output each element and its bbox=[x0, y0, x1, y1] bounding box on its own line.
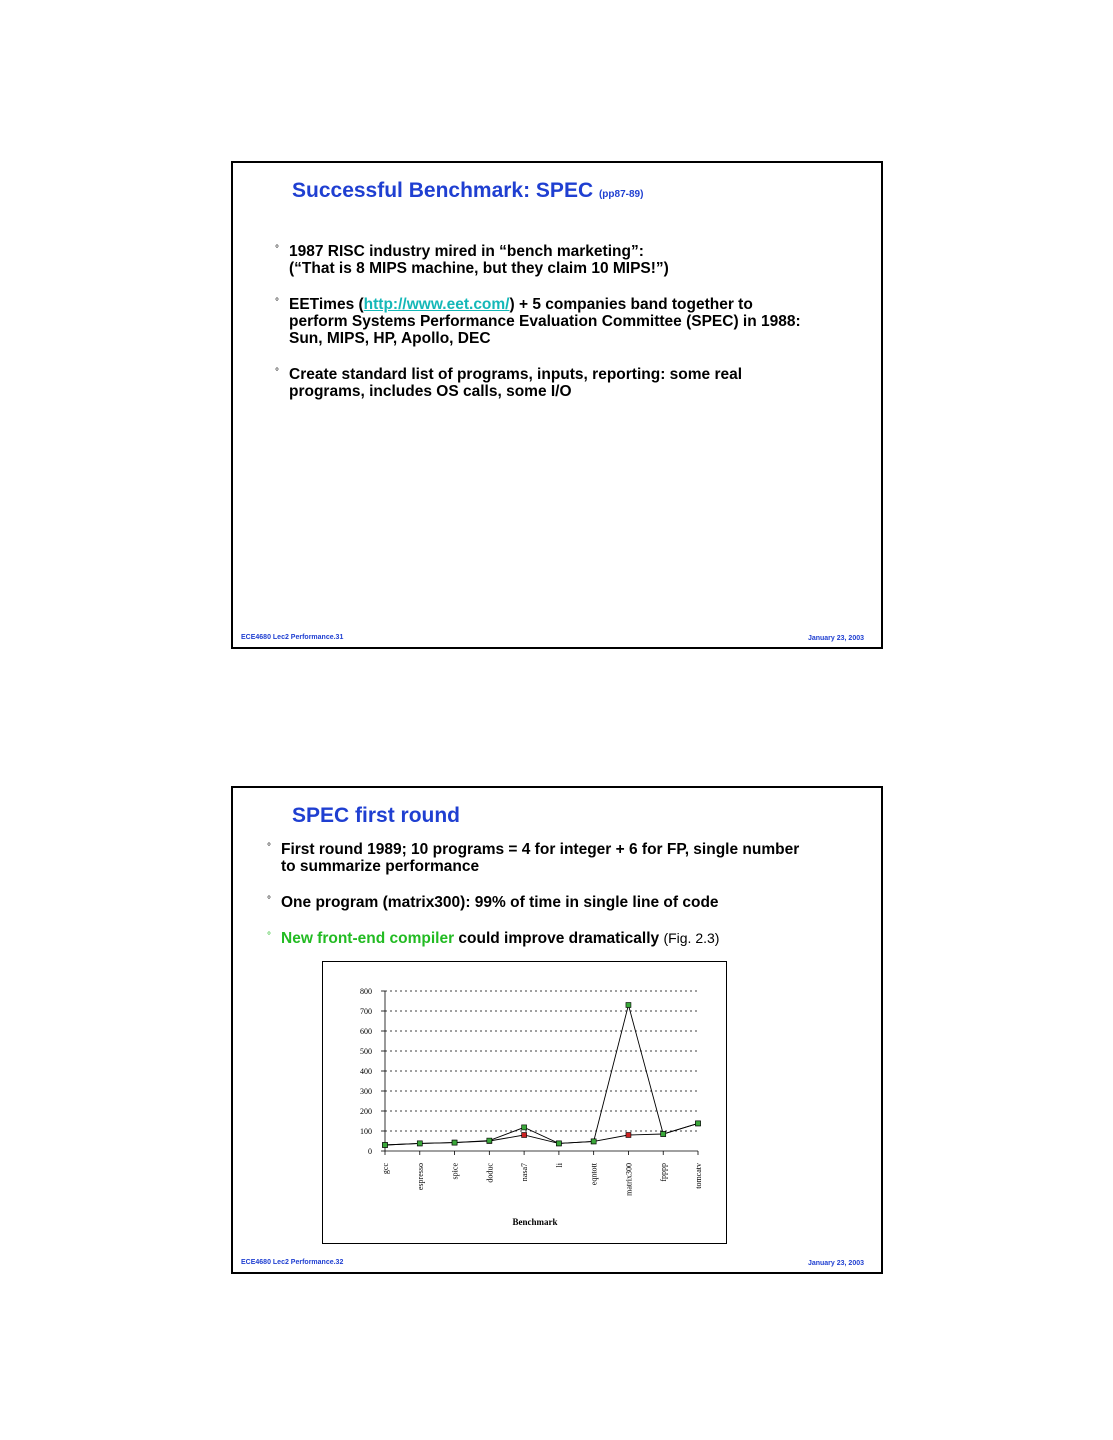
bullet-icon: ° bbox=[275, 244, 279, 255]
bullet-icon: ° bbox=[267, 895, 271, 906]
y-tick-label: 100 bbox=[360, 1127, 372, 1136]
bullet-text: Create standard list of programs, inputs, reporting: some real bbox=[289, 366, 743, 383]
slide-footer-date: January 23, 2003 bbox=[807, 1260, 864, 1267]
bullet-item bbox=[265, 930, 799, 947]
bullet-icon: ° bbox=[267, 842, 271, 853]
bullet-text bbox=[289, 296, 801, 313]
data-point-after bbox=[522, 1125, 527, 1130]
bullet-text: to summarize performance bbox=[281, 858, 480, 875]
y-tick-label: 600 bbox=[360, 1027, 372, 1036]
data-point-after bbox=[417, 1141, 422, 1146]
y-tick-label: 0 bbox=[368, 1147, 372, 1156]
x-tick-label: nasa7 bbox=[520, 1163, 530, 1182]
figure-ref: (Fig. 2.3) bbox=[663, 930, 720, 946]
y-tick-label: 200 bbox=[360, 1107, 372, 1116]
bullet-text: First round 1989; 10 programs = 4 for integer + 6 for FP, single number bbox=[281, 841, 800, 858]
slide-footer-left: ECE4680 Lec2 Performance.31 bbox=[241, 634, 344, 641]
x-tick-label: tomcatv bbox=[694, 1163, 703, 1189]
series-line-before bbox=[385, 1123, 698, 1145]
data-point-before bbox=[522, 1133, 527, 1138]
slide-title-text: Successful Benchmark: SPEC bbox=[292, 179, 594, 202]
bullet-text: (“That is 8 MIPS machine, but they claim 10 MIPS!”) bbox=[289, 260, 669, 277]
highlight-text: New front-end compiler bbox=[281, 930, 455, 947]
slide-footer-date: January 23, 2003 bbox=[807, 635, 864, 642]
x-tick-label: eqntott bbox=[589, 1163, 599, 1186]
x-tick-label: fpppp bbox=[659, 1163, 669, 1182]
bullet-text: perform Systems Performance Evaluation Committee (SPEC) in 1988: bbox=[289, 313, 801, 330]
bullet-text-post: ) + 5 companies band together to bbox=[509, 296, 753, 313]
bullet-item bbox=[273, 366, 801, 400]
data-point-after bbox=[661, 1132, 666, 1137]
data-point-after bbox=[696, 1121, 701, 1126]
bullet-item bbox=[265, 894, 799, 911]
y-tick-label: 500 bbox=[360, 1047, 372, 1056]
data-point-after bbox=[591, 1139, 596, 1144]
bullet-list bbox=[273, 243, 801, 419]
bullet-icon: ° bbox=[275, 297, 279, 308]
data-point-after bbox=[487, 1138, 492, 1143]
bullet-icon: ° bbox=[275, 367, 279, 378]
x-tick-label: espresso bbox=[415, 1163, 425, 1191]
bullet-item bbox=[273, 296, 801, 347]
series-line-after bbox=[385, 1005, 698, 1145]
data-point-after bbox=[452, 1140, 457, 1145]
bullet-text-rest: could improve dramatically bbox=[454, 930, 660, 947]
bullet-item bbox=[265, 841, 799, 875]
bullet-list bbox=[265, 841, 799, 966]
x-tick-label: matrix300 bbox=[624, 1163, 634, 1196]
x-tick-label: doduc bbox=[485, 1163, 495, 1183]
slide-31 bbox=[231, 161, 883, 649]
chart-series bbox=[383, 1003, 701, 1148]
bullet-text-pre: EETimes ( bbox=[289, 296, 364, 313]
bullet-text: One program (matrix300): 99% of time in single line of code bbox=[281, 894, 719, 911]
y-tick-label: 700 bbox=[360, 1007, 372, 1016]
x-tick-label: gcc bbox=[381, 1163, 390, 1175]
data-point-after bbox=[626, 1003, 631, 1008]
y-tick-label: 400 bbox=[360, 1067, 372, 1076]
slide-32 bbox=[231, 786, 883, 1274]
slide-title-ref: (pp87-89) bbox=[598, 189, 644, 200]
slide-footer-left: ECE4680 Lec2 Performance.32 bbox=[241, 1259, 344, 1266]
x-tick-label: li bbox=[554, 1163, 564, 1168]
spec-chart bbox=[323, 962, 726, 1243]
x-tick-label: spice bbox=[450, 1163, 460, 1180]
x-axis-label: Benchmark bbox=[512, 1217, 558, 1227]
data-point-before bbox=[626, 1133, 631, 1138]
data-point-after bbox=[383, 1143, 388, 1148]
bullet-text: programs, includes OS calls, some I/O bbox=[289, 383, 572, 400]
y-tick-label: 300 bbox=[360, 1087, 372, 1096]
data-point-after bbox=[556, 1141, 561, 1146]
slide-title bbox=[292, 179, 643, 203]
bullet-text: Sun, MIPS, HP, Apollo, DEC bbox=[289, 330, 491, 347]
slide-title: SPEC first round bbox=[292, 804, 461, 827]
y-tick-label: 800 bbox=[360, 987, 372, 996]
bullet-icon: ° bbox=[267, 931, 271, 942]
bullet-item bbox=[273, 243, 801, 277]
bullet-text: 1987 RISC industry mired in “bench marketing”: bbox=[289, 243, 644, 260]
chart-grid bbox=[385, 991, 698, 1131]
chart-frame bbox=[322, 961, 727, 1244]
eetimes-link[interactable]: http://www.eet.com/ bbox=[363, 296, 510, 313]
bullet-text bbox=[281, 930, 799, 947]
